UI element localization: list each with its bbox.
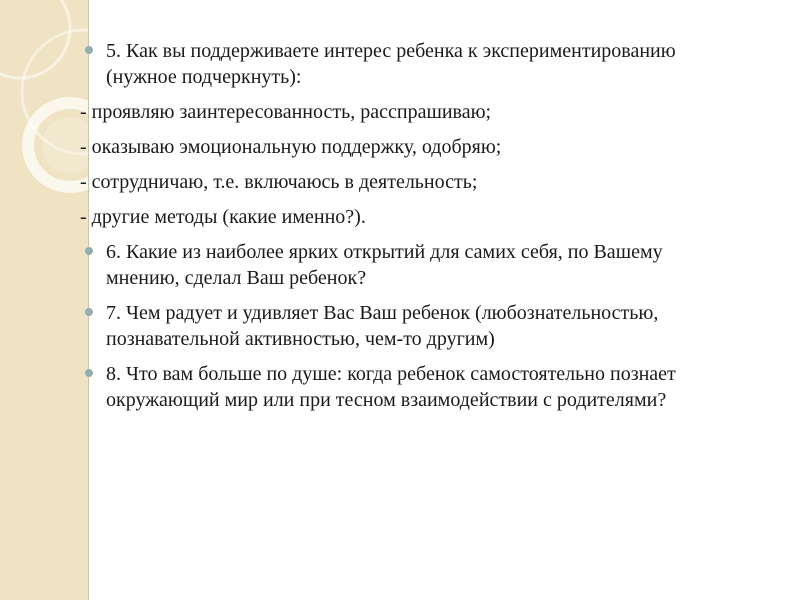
decorative-rings-icon <box>0 0 88 600</box>
bullet-icon <box>85 369 93 377</box>
answer-option: - оказываю эмоциональную поддержку, одобряю; <box>80 136 502 158</box>
answer-option: - другие методы (какие именно?). <box>80 206 366 228</box>
survey-questions <box>80 38 720 422</box>
bullet-icon <box>85 247 93 255</box>
answer-option: - проявляю заинтересованность, расспрашиваю; <box>80 101 492 123</box>
answer-option: - сотрудничаю, т.е. включаюсь в деятельность; <box>80 171 478 193</box>
question-text: 7. Чем радует и удивляет Вас Ваш ребенок (любознательностью, познавательной активностью, чем-то другим) <box>106 302 659 350</box>
bullet-icon <box>85 46 93 54</box>
question-5 <box>80 38 720 90</box>
question-text: 5. Как вы поддерживаете интерес ребенка к экспериментированию (нужное подчеркнуть): <box>106 40 676 88</box>
question-6 <box>80 239 720 291</box>
question-8 <box>80 361 720 413</box>
decorative-side-band <box>0 0 89 600</box>
question-text: 6. Какие из наиболее ярких открытий для самих себя, по Вашему мнению, сделал Ваш ребенок? <box>106 241 663 289</box>
question-text: 8. Что вам больше по душе: когда ребенок самостоятельно познает окружающий мир или при тесном взаимодействии с родителями? <box>106 363 676 411</box>
question-7 <box>80 300 720 352</box>
bullet-icon <box>85 308 93 316</box>
